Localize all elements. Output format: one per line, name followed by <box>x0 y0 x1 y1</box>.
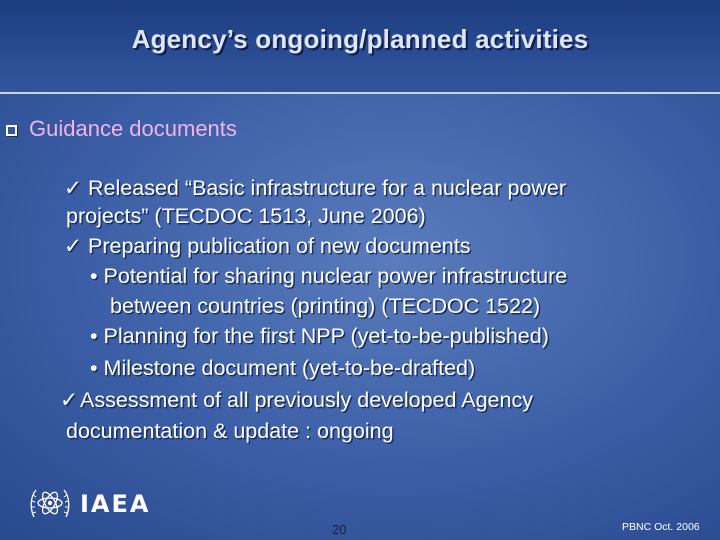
list-item-continuation: documentation & update : ongoing <box>66 419 394 443</box>
section-heading <box>6 116 237 142</box>
list-item-continuation: projects” (TECDOC 1513, June 2006) <box>66 204 426 228</box>
list-item-text: Preparing publication of new documents <box>88 234 471 258</box>
checkbox-bullet-icon <box>6 125 17 136</box>
list-item <box>64 176 566 201</box>
checkmark-icon: ✓ <box>64 176 83 200</box>
section-heading-label: Guidance documents <box>29 116 237 141</box>
page-number: 20 <box>332 522 347 537</box>
list-item-text: Potential for sharing nuclear power infrastructure <box>103 264 568 288</box>
list-item-text: Milestone document (yet-to-be-drafted) <box>103 356 476 380</box>
checkmark-icon: ✓ <box>64 234 83 258</box>
iaea-logo <box>28 483 150 525</box>
sub-list-item <box>90 324 549 349</box>
checkmark-icon: ✓ <box>60 388 79 412</box>
sub-list-item <box>90 356 475 381</box>
list-item-continuation: between countries (printing) (TECDOC 1522) <box>110 294 541 318</box>
list-item <box>60 388 533 413</box>
list-item-text: Released “Basic infrastructure for a nuclear power <box>88 176 567 200</box>
title-bar <box>0 0 720 94</box>
bullet-dot-icon: • <box>90 264 98 288</box>
footer-note: PBNC Oct. 2006 <box>622 521 700 533</box>
sub-list-item <box>90 264 567 289</box>
logo-text: IAEA <box>80 490 151 518</box>
list-item-text: Planning for the first NPP (yet-to-be-published) <box>103 324 549 348</box>
bullet-dot-icon: • <box>90 324 98 348</box>
bullet-dot-icon: • <box>90 356 98 380</box>
slide-title: Agency’s ongoing/planned activities <box>131 24 589 54</box>
list-item-text: Assessment of all previously developed Agency <box>80 388 533 412</box>
list-item <box>64 234 470 259</box>
iaea-atom-logo-icon <box>28 483 72 525</box>
